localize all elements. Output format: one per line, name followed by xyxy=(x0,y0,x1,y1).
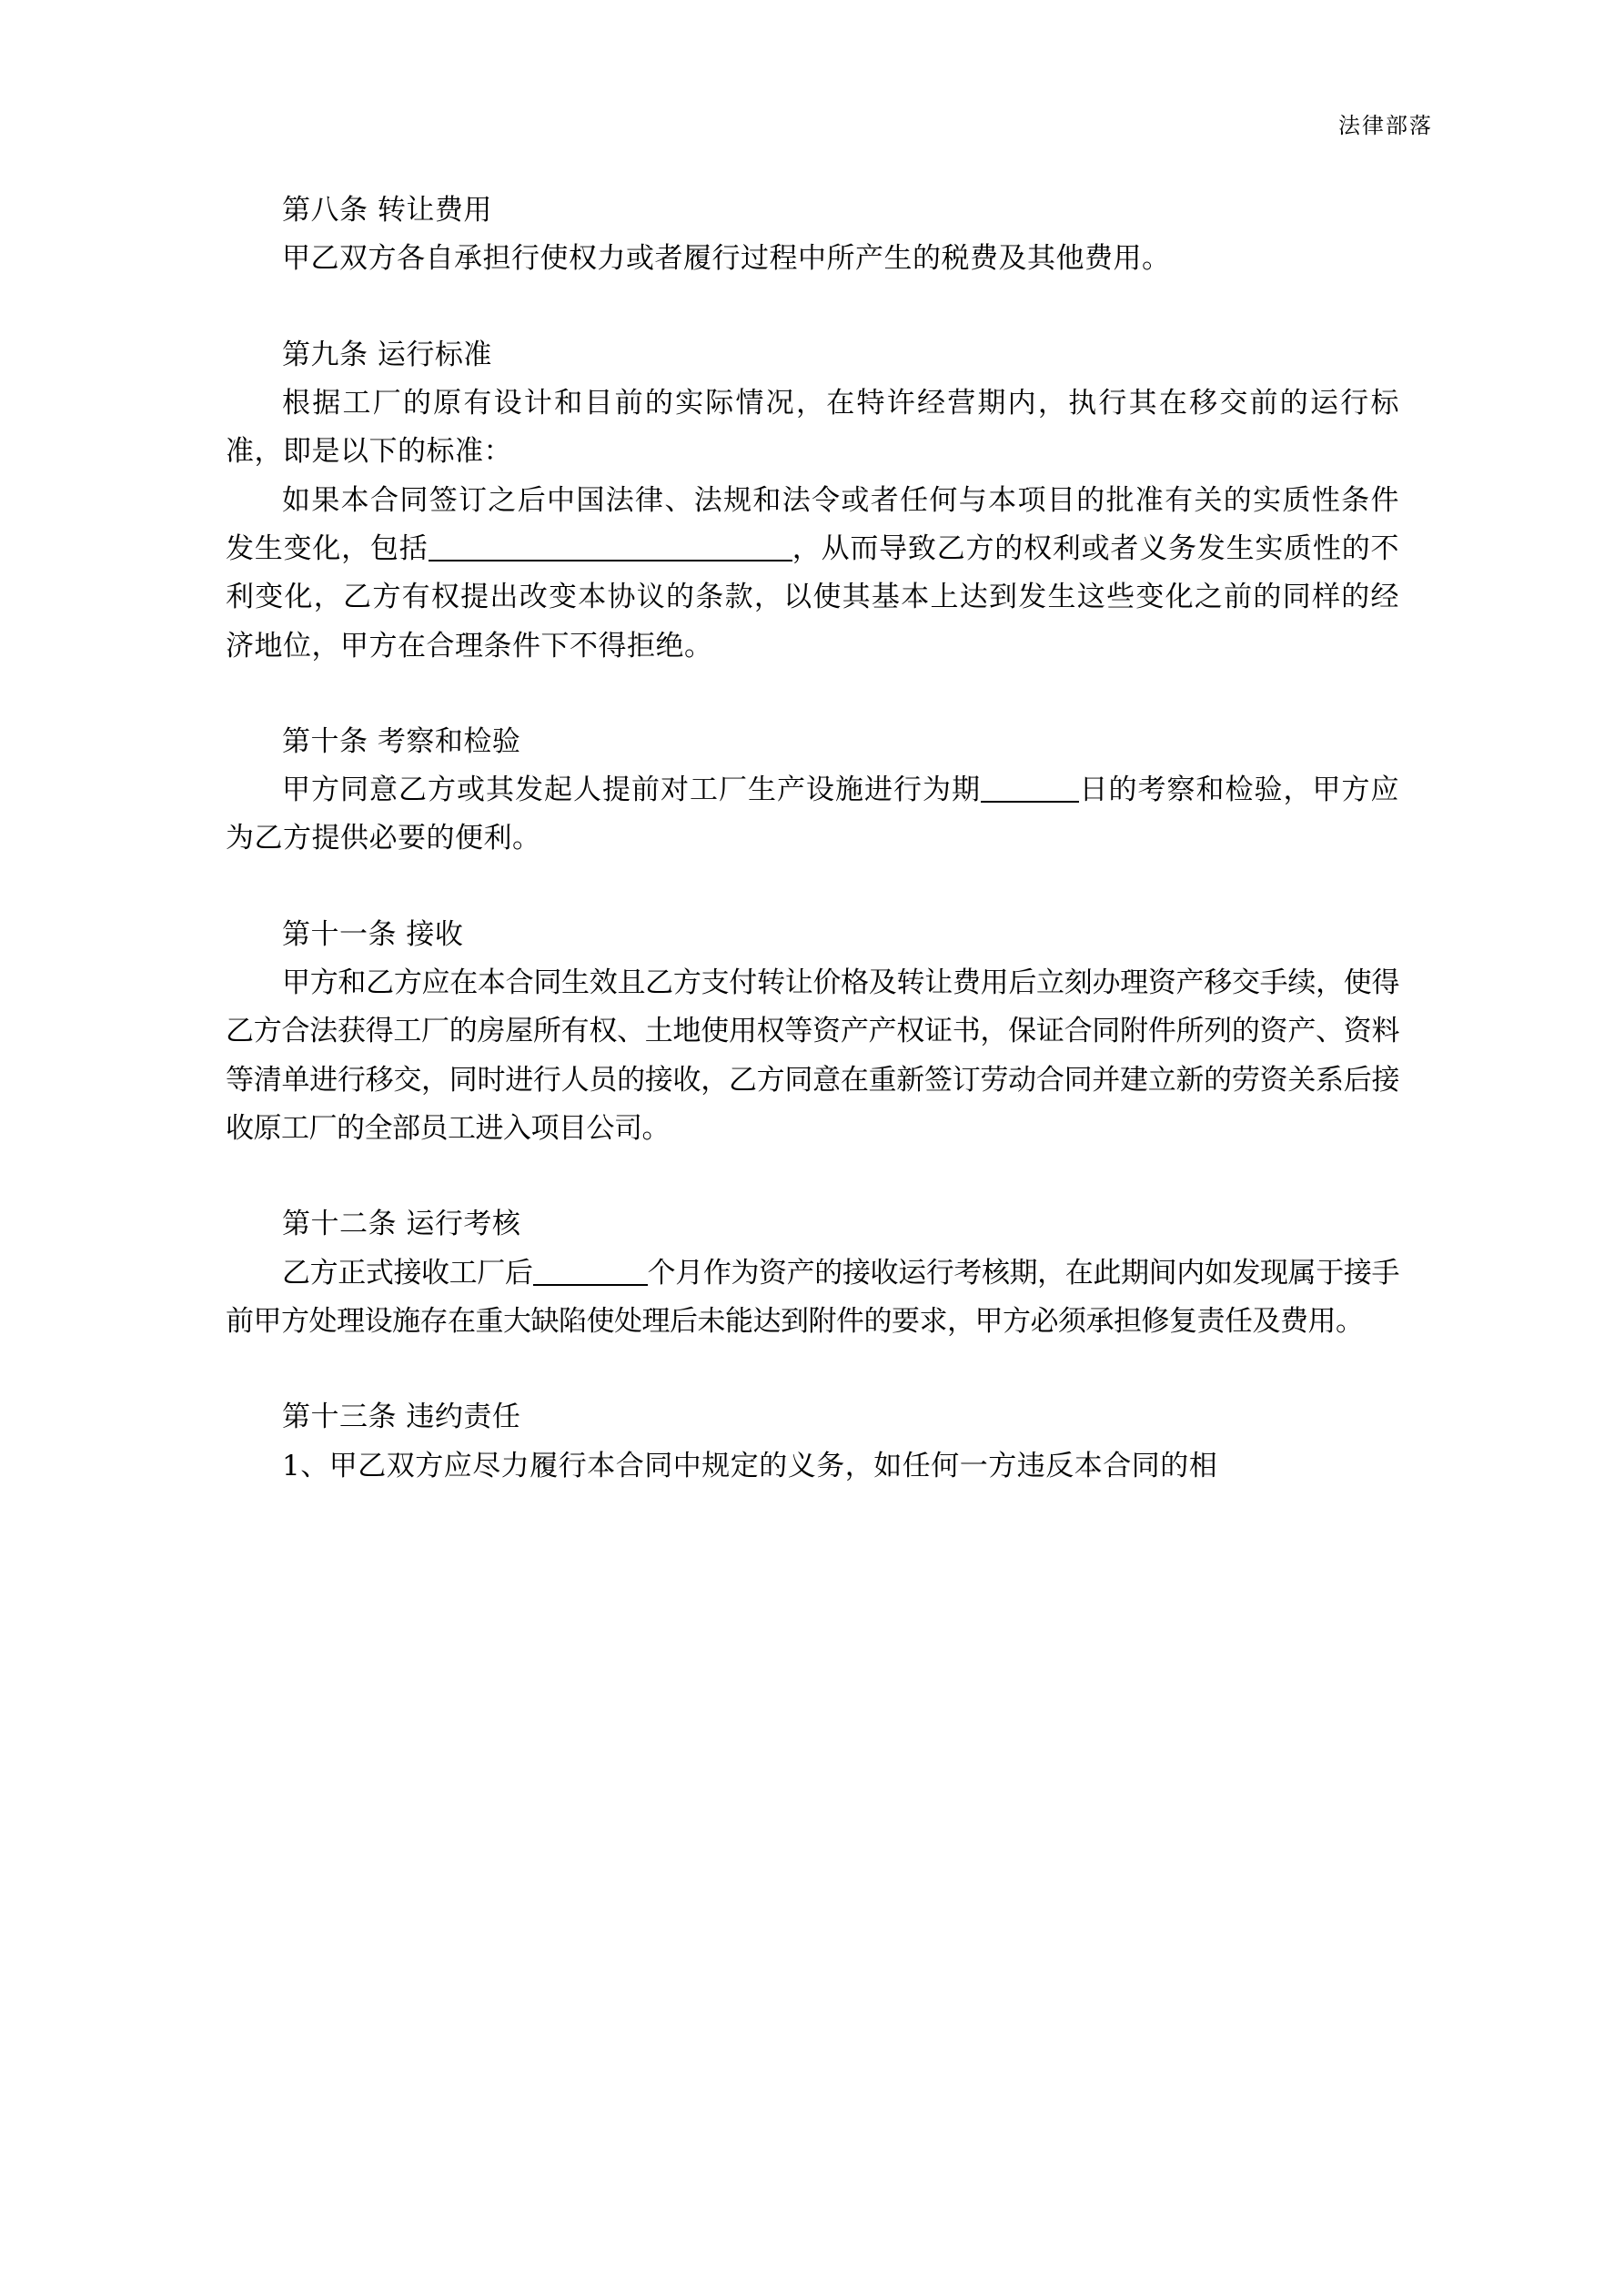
page-header-watermark: 法律部落 xyxy=(1338,113,1433,138)
section-paragraph: 根据工厂的原有设计和目前的实际情况，在特许经营期内，执行其在移交前的运行标准，即是以下的标准： xyxy=(226,386,1399,469)
section-heading: 第十三条 违约责任 xyxy=(282,1401,521,1434)
paragraph-text-after: 个月作为资产的接收运行考核期，在此期间内如发现属于接手前甲方处理设施存在重大缺陷使处理后未能达到附件的要求，甲方必须承担修复责任及费用。 xyxy=(226,1256,1399,1338)
fill-in-blank-short[interactable] xyxy=(981,801,1079,803)
section-spacer xyxy=(226,671,1399,718)
section-heading: 第十一条 接收 xyxy=(282,917,464,951)
section-heading: 第十二条 运行考核 xyxy=(282,1208,521,1241)
section-spacer xyxy=(226,1346,1399,1393)
section-article-11 xyxy=(226,911,1399,1154)
paragraph-text-before: 如果本合同签订之后中国法律、法规和法令或者任何与本项目的批准有关的实质性条件发生变化，包括 xyxy=(226,483,1399,565)
section-paragraph: 1、甲乙双方应尽力履行本合同中规定的义务，如任何一方违反本合同的相 xyxy=(282,1449,1218,1482)
section-article-9 xyxy=(226,331,1399,671)
paragraph-text-before: 甲方同意乙方或其发起人提前对工厂生产设施进行为期 xyxy=(282,774,981,807)
paragraph-text-before: 乙方正式接收工厂后 xyxy=(282,1256,533,1290)
section-paragraph-with-blank xyxy=(226,477,1399,671)
document-body xyxy=(226,187,1399,1491)
fill-in-blank-mid[interactable] xyxy=(533,1284,648,1286)
section-paragraph: 甲方和乙方应在本合同生效且乙方支付转让价格及转让费用后立刻办理资产移交手续，使得乙方合法获得工厂的房屋所有权、土地使用权等资产产权证书，保证合同附件所列的资产、资料等清单进行移交，同时进行人员的接收，乙方同意在重新签订劳动合同并建立新的劳资关系后接收原工厂的全部员工进入项目公司。 xyxy=(226,966,1399,1145)
section-paragraph: 甲乙双方各自承担行使权力或者履行过程中所产生的税费及其他费用。 xyxy=(282,242,1171,276)
section-article-12 xyxy=(226,1200,1399,1346)
section-spacer xyxy=(226,284,1399,331)
section-heading: 第十条 考察和检验 xyxy=(282,724,521,758)
section-paragraph-with-blank xyxy=(226,1249,1399,1347)
section-article-8 xyxy=(226,187,1399,284)
section-heading: 第九条 运行标准 xyxy=(282,338,492,371)
section-heading: 第八条 转让费用 xyxy=(282,194,492,227)
section-paragraph-with-blank xyxy=(226,766,1399,864)
section-article-13 xyxy=(226,1393,1399,1491)
section-spacer xyxy=(226,864,1399,911)
section-article-10 xyxy=(226,718,1399,864)
paragraph-text-after: 日的考察和检验，甲方应为乙方提供必要的便利。 xyxy=(226,774,1399,855)
section-spacer xyxy=(226,1153,1399,1200)
paragraph-text-after: ，从而导致乙方的权利或者义务发生实质性的不利变化，乙方有权提出改变本协议的条款，以使其基本上达到发生这些变化之前的同样的经济地位，甲方在合理条件下不得拒绝。 xyxy=(226,531,1399,663)
fill-in-blank-long[interactable] xyxy=(429,560,792,561)
